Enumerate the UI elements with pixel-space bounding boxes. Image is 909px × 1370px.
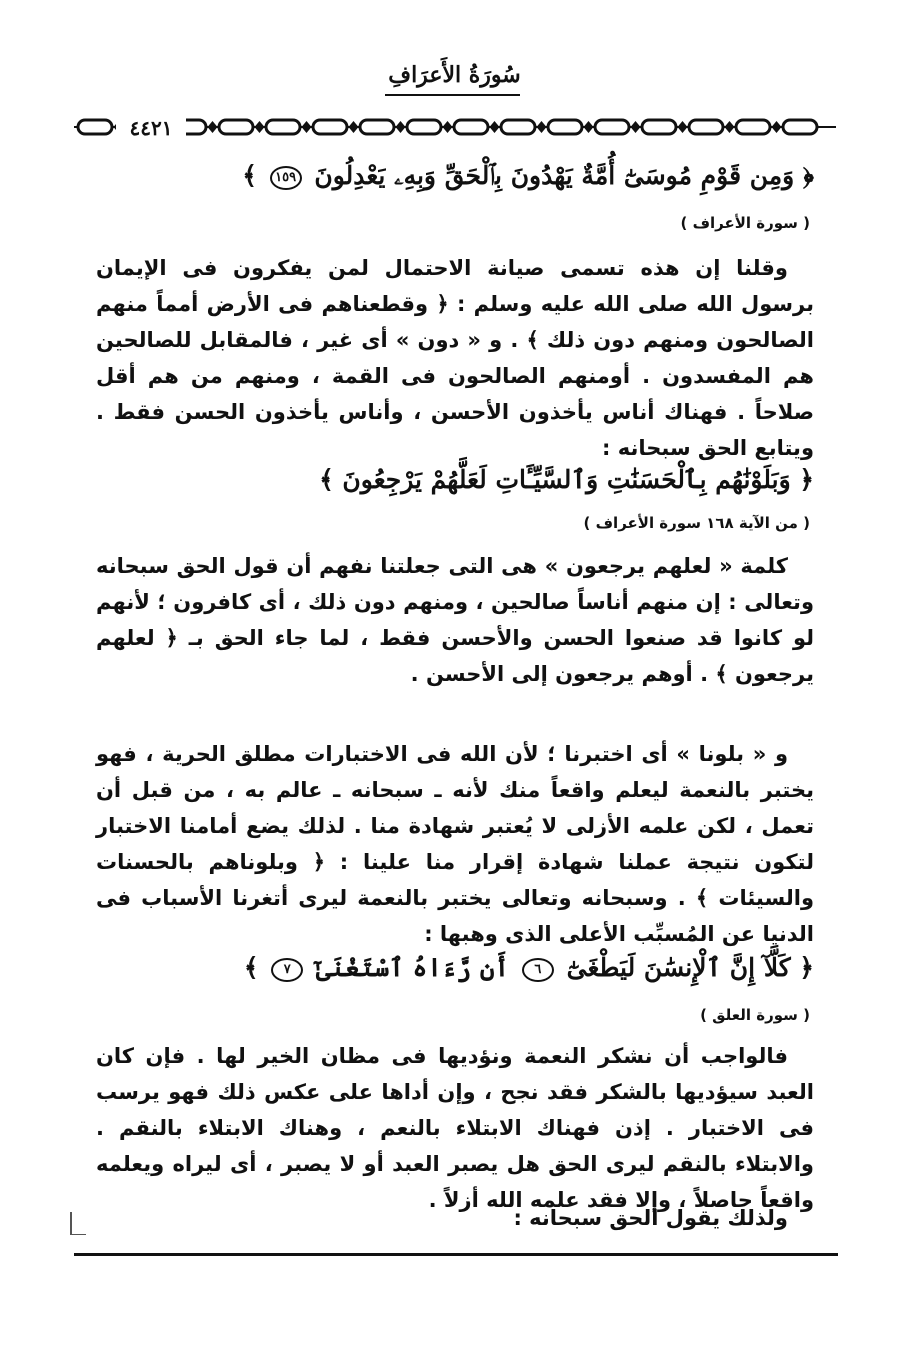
border-diamond bbox=[537, 121, 547, 133]
border-diamond bbox=[443, 121, 453, 133]
border-link bbox=[783, 120, 817, 134]
page-number: ٤٤٢١ bbox=[116, 116, 186, 140]
border-link bbox=[407, 120, 441, 134]
verse-2-source: ( من الآية ١٦٨ سورة الأعراف ) bbox=[583, 514, 810, 532]
surah-title: سُورَةُ الأَعرَافِ bbox=[388, 62, 521, 88]
ayah-number-marker: ٦ bbox=[522, 958, 554, 982]
paragraph-3 bbox=[96, 736, 814, 952]
quran-verse-2: ﴿ وَبَلَوْنَٰهُم بِٱلْحَسَنَٰتِ وَٱلسَّيِّـَٔاتِ لَعَلَّهُمْ يَرْجِعُونَ ﴾ bbox=[319, 465, 814, 494]
border-link bbox=[454, 120, 488, 134]
border-diamond bbox=[255, 121, 265, 133]
margin-mark bbox=[70, 1212, 86, 1235]
border-diamond bbox=[725, 121, 735, 133]
border-link bbox=[78, 120, 112, 134]
paragraph-5 bbox=[96, 1200, 814, 1236]
border-diamond bbox=[584, 121, 594, 133]
border-diamond bbox=[490, 121, 500, 133]
paragraph-2 bbox=[96, 548, 814, 692]
quran-verse-1 bbox=[96, 156, 814, 196]
verse-3-text-a: ﴿ كَلَّآ إِنَّ ٱلْإِنسَٰنَ لَيَطْغَىٰٓ bbox=[566, 953, 814, 982]
verse-1-source: ( سورة الأعراف ) bbox=[680, 214, 810, 232]
border-link bbox=[219, 120, 253, 134]
verse-1-close: ﴾ bbox=[242, 161, 257, 190]
paragraph-2-text: كلمة « لعلهم يرجعون » هى التى جعلتنا نفهم أن قول الحق سبحانه وتعالى : إن منهم أناساً صالحين ، ومنهم دون ذلك ، أى كافرون ؛ لأنهم لو كانوا قد صنعوا الحسن والأحسن فقط ، لما جاء الحق بـ ﴿ لعلهم يرجعون ﴾ . أوهم يرجعون إلى الأحسن . bbox=[96, 554, 814, 686]
bottom-rule bbox=[74, 1253, 838, 1256]
border-link bbox=[689, 120, 723, 134]
border-link bbox=[595, 120, 629, 134]
paragraph-5-text: ولذلك يقول الحق سبحانه : bbox=[513, 1206, 788, 1230]
border-link bbox=[736, 120, 770, 134]
border-link bbox=[548, 120, 582, 134]
border-diamond bbox=[396, 121, 406, 133]
paragraph-4-text: فالواجب أن نشكر النعمة ونؤديها فى مظان الخير لها . فإن كان العبد سيؤديها بالشكر فقد نجح ، وإن أداها على عكس ذلك فهو يرسب فى الاختبار . إذن فهناك الابتلاء بالنعم ، وهناك الابتلاء بالنقم . والابتلاء بالنقم ليرى الحق هل يصبر العبد أو لا يصبر ، أى ليراه ويعلمه واقعاً حاصلاً ، وإلا فقد علمه الله أزلاً . bbox=[96, 1044, 814, 1212]
verse-3-text-b: أَن رَّءَاهُ ٱسْتَغْنَىٰٓ bbox=[316, 953, 510, 982]
border-link bbox=[313, 120, 347, 134]
border-diamond bbox=[631, 121, 641, 133]
border-diamond bbox=[302, 121, 312, 133]
border-diamond bbox=[772, 121, 782, 133]
border-diamond bbox=[678, 121, 688, 133]
verse-3-source: ( سورة العلق ) bbox=[700, 1006, 810, 1024]
title-underline bbox=[385, 94, 520, 96]
border-link bbox=[266, 120, 300, 134]
verse-3-close: ﴾ bbox=[243, 953, 259, 982]
paragraph-1 bbox=[96, 250, 814, 466]
quran-verse-3 bbox=[96, 948, 814, 988]
verse-1-text: ﴿ وَمِن قَوْمِ مُوسَىٰٓ أُمَّةٌ يَهْدُونَ بِٱلْحَقِّ وَبِهِۦ يَعْدِلُونَ bbox=[314, 161, 814, 190]
border-link bbox=[642, 120, 676, 134]
ayah-number-marker: ١٥٩ bbox=[270, 166, 302, 190]
paragraph-1-text: وقلنا إن هذه تسمى صيانة الاحتمال لمن يفكرون فى الإيمان برسول الله صلى الله عليه وسلم : ﴿ وقطعناهم فى الأرض أمماً منهم الصالحون ومنهم دون ذلك ﴾ . و « دون » أى غير ، فالمقابل للصالحين هم المفسدون . أومنهم الصالحون فى القمة ، ومنهم من هم أقل صلاحاً . فهناك أناس يأخذون الأحسن ، وأناس يأخذون الحسن فقط . ويتابع الحق سبحانه : bbox=[96, 256, 814, 460]
border-diamond bbox=[208, 121, 218, 133]
paragraph-4 bbox=[96, 1038, 814, 1218]
paragraph-3-text: و « بلونا » أى اختبرنا ؛ لأن الله فى الاختبارات مطلق الحرية ، فهو يختبر بالنعمة ليعلم واقعاً منك لأنه ـ سبحانه ـ عالم به ، من قبل أن تعمل ، لكن علمه الأزلى لا يُعتبر شهادة منا . لذلك يضع أمامنا الاختبار لتكون نتيجة عملنا شهادة إقرار منا علينا : ﴿ وبلوناهم بالحسنات والسيئات ﴾ . وسبحانه وتعالى يختبر بالنعمة ليرى أتغرنا الأسباب فى الدنيا عن المُسبِّب الأعلى الذى وهبها : bbox=[96, 742, 814, 946]
border-diamond bbox=[349, 121, 359, 133]
ayah-number-marker: ٧ bbox=[271, 958, 303, 982]
border-link bbox=[360, 120, 394, 134]
border-link bbox=[501, 120, 535, 134]
ornamental-border-band bbox=[74, 114, 836, 140]
